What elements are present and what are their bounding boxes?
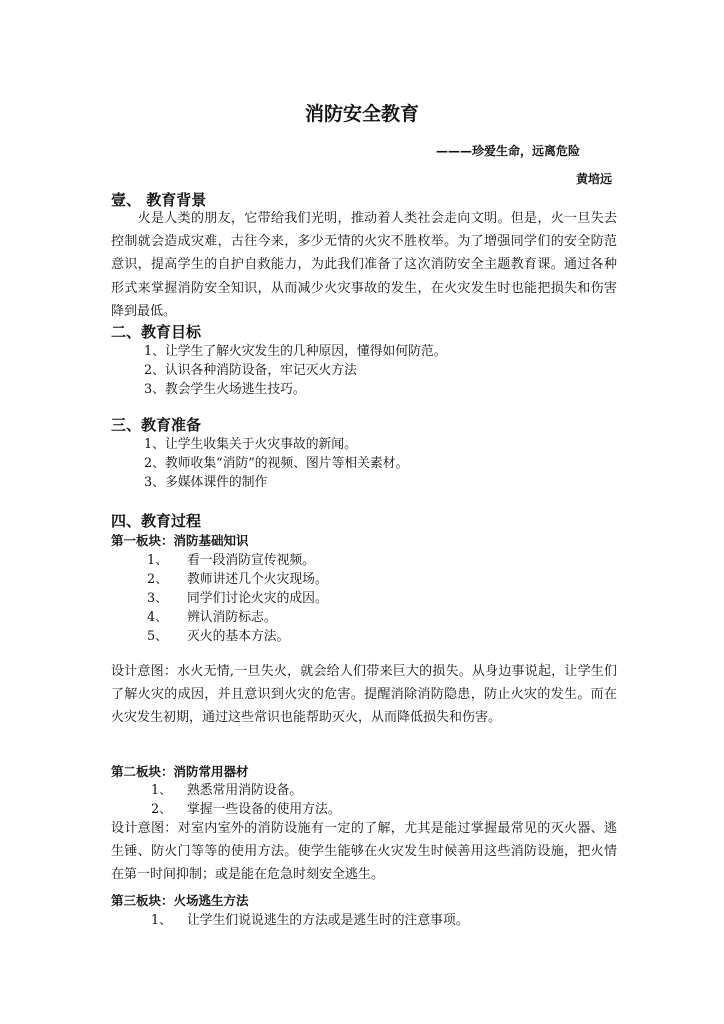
step-number: 1、 (151, 913, 172, 928)
background-paragraph: 火是人类的朋友，它带给我们光明，推动着人类社会走向文明。但是，火一旦失去控制就会造成灾难，古往今来，多少无情的火灾不胜枚举。为了增强同学们的安全防范意识，提高学生的自护自救能力，为此我们准备了这次消防安全主题教育课。通过各种形式来掌握消防安全知识，从而减少火灾事故的发生，在火灾发生时也能把损失和伤害降到最低。 (111, 211, 617, 319)
goal-item: 2、认识各种消防设备，牢记灭火方法 (144, 363, 357, 378)
section-heading-preparation: 三、教育准备 (111, 416, 202, 434)
step-text: 辨认消防标志。 (187, 610, 277, 625)
preparation-item: 2、教师收集“消防”的视频、图片等相关素材。 (144, 456, 409, 471)
design-intent-1: 设计意图：水火无情,一旦失火，就会给人们带来巨大的损失。从身边事说起，让学生们了解火灾的成因，并且意识到火灾的危害。提醒消除消防隐患，防止火灾的发生。而在火灾发生初期，通过这些常识也能帮助灭火，从而降低损失和伤害。 (111, 664, 617, 726)
section-heading-background: 壹、 教育背景 (111, 191, 207, 209)
step-text: 看一段消防宣传视频。 (187, 553, 315, 568)
step-text: 掌握一些设备的使用方法。 (187, 802, 341, 817)
document-title: 消防安全教育 (304, 103, 419, 125)
goal-item: 3、教会学生火场逃生技巧。 (144, 382, 306, 397)
section-heading-goals: 二、教育目标 (111, 323, 202, 341)
document-subtitle: ———珍爱生命，远离危险 (435, 144, 580, 158)
step-text: 同学们讨论火灾的成因。 (187, 591, 328, 606)
block-title-3: 第三板块：火场逃生方法 (111, 893, 249, 908)
step-number: 2、 (147, 572, 168, 587)
step-text: 灭火的基本方法。 (187, 629, 290, 644)
block-title-2: 第二板块：消防常用器材 (111, 764, 249, 779)
block-title-1: 第一板块：消防基础知识 (111, 533, 249, 548)
design-intent-2: 设计意图：对室内室外的消防设施有一定的了解，尤其是能过掌握最常见的灭火器、逃生锤、防火门等等的使用方法。使学生能够在火灾发生时候善用这些消防设施，把火情在第一时间抑制；或是能在危急时刻安全逃生。 (111, 821, 617, 883)
section-heading-process: 四、教育过程 (111, 512, 202, 530)
step-number: 4、 (147, 610, 168, 625)
document-author: 黄培远 (575, 172, 612, 186)
step-number: 1、 (151, 783, 172, 798)
step-number: 2、 (151, 802, 172, 817)
step-number: 3、 (147, 591, 168, 606)
step-text: 教师讲述几个火灾现场。 (187, 572, 328, 587)
step-number: 5、 (147, 629, 168, 644)
step-text: 让学生们说说逃生的方法或是逃生时的注意事项。 (187, 913, 469, 928)
preparation-item: 1、让学生收集关于火灾事故的新闻。 (144, 437, 357, 452)
step-text: 熟悉常用消防设备。 (187, 783, 303, 798)
step-number: 1、 (147, 553, 168, 568)
preparation-item: 3、多媒体课件的制作 (144, 475, 268, 490)
goal-item: 1、让学生了解火灾发生的几种原因，懂得如何防范。 (144, 344, 447, 359)
